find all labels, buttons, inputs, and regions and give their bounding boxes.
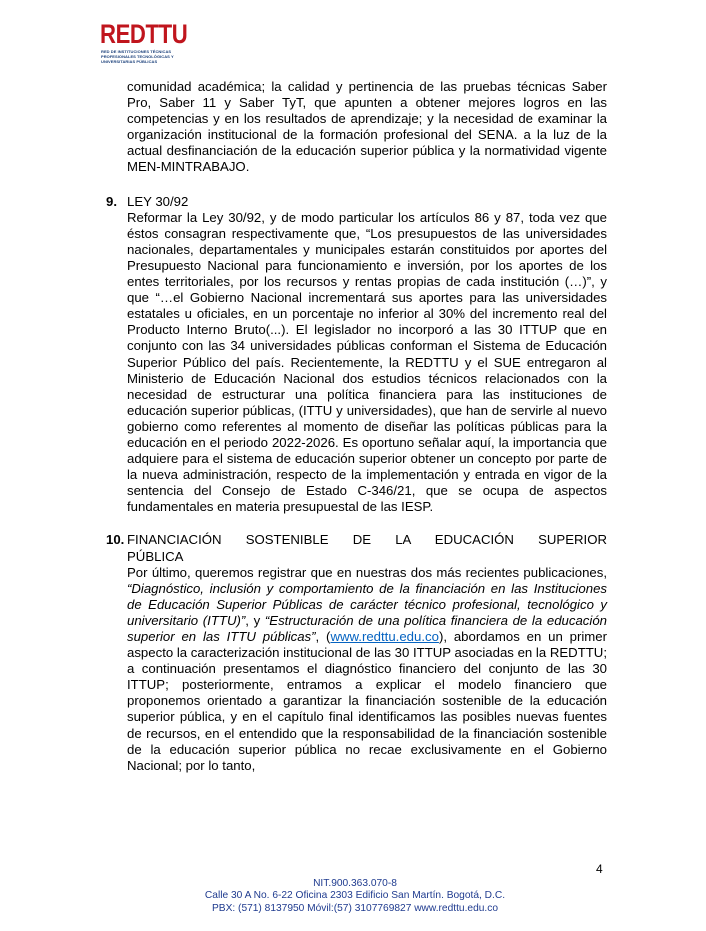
page-footer bbox=[0, 878, 706, 915]
section-10-body bbox=[127, 565, 607, 774]
footer-nit: NIT.900.363.070-8 bbox=[313, 878, 397, 889]
pre-link-text: , ( bbox=[315, 629, 331, 644]
publication-1-title: “Diagnóstico, inclusión y comportamiento de la financiación en las Instituciones de Educación Superior Públicas de carácter técnico profesional, tecnológico y universitario (ITTU)” bbox=[127, 580, 607, 628]
footer-address: Calle 30 A No. 6-22 Oficina 2303 Edificio San Martín. Bogotá, D.C. bbox=[204, 890, 506, 902]
intro-paragraph: comunidad académica; la calidad y pertinencia de las pruebas técnicas Saber Pro, Saber 11 y Saber TyT, que apunten a obtener mejores logros en las competencias y en los resultados de aprendizaje; y la necesidad de examinar la organización institucional de la formación profesional del SENA. a la luz de la actual desfinanciación de la educación superior pública y la normatividad vigente MEN-MINTRABAJO. bbox=[127, 79, 607, 175]
section-10-body-end: ), abordamos en un primer aspecto la caracterización institucional de las 30 ITTUP asociadas en la REDTTU; a continuación presentamos el diagnóstico financiero del conjunto de las 30 ITTUP; posteriormente, entramos a explicar el modelo financiero que proponemos orientado a garantizar la financiación sostenible de la educación superior pública, y en el capítulo final identificamos las posibles nuevas fuentes de recursos, en el entendido que la responsabilidad de la financiación sostenible de la educación superior pública no recae exclusivamente en el Gobierno Nacional; por lo tanto, bbox=[127, 629, 607, 773]
publication-2-title: “Estructuración de una política financiera de la educación superior en las ITTU públicas” bbox=[127, 612, 607, 644]
footer-contact: PBX: (571) 8137950 Móvil:(57) 3107769827 www.redttu.edu.co bbox=[212, 902, 498, 914]
redttu-logo bbox=[100, 20, 190, 64]
publication-separator: , y bbox=[245, 612, 265, 628]
document-body bbox=[106, 79, 607, 774]
logo-wordmark: REDTTU bbox=[100, 19, 188, 49]
section-10-title-line2: PÚBLICA bbox=[127, 548, 184, 564]
section-9 bbox=[106, 193, 607, 516]
page-number: 4 bbox=[596, 862, 603, 876]
section-9-number: 9. bbox=[106, 193, 117, 209]
section-10-number: 10. bbox=[106, 532, 125, 548]
logo-tagline: RED DE INSTITUCIONES TÉCNICAS PROFESIONALES TECNOLÓGICAS Y UNIVERSITARIAS PÚBLICAS bbox=[101, 49, 174, 64]
section-10-title-line1: FINANCIACIÓN SOSTENIBLE DE LA EDUCACIÓN SUPERIOR bbox=[127, 532, 607, 548]
section-9-body: Reformar la Ley 30/92, y de modo particular los artículos 86 y 87, toda vez que éstos consagran respectivamente que, “Los presupuestos de las universidades nacionales, departamentales y municipales estarán constituidos por aportes del Presupuesto Nacional para funcionamiento e inversión, por los aportes de los entes territoriales, por los recursos y rentas propias de cada institución (…)”, y que “…el Gobierno Nacional incrementará sus aportes para las universidades estatales u oficiales, en un porcentaje no inferior al 30% del incremento real del Producto Interno Bruto(...). El legislador no incorporó a las 30 ITTUP que en conjunto con las 34 universidades públicas conforman el Sistema de Educación Superior Público del país. Recientemente, la REDTTU y el SUE entregaron al Ministerio de Educación Nacional dos estudios técnicos relacionados con la necesidad de estructurar una política financiera para las instituciones de educación superior públicas, (ITTU y universidades), que han de servirle al nuevo gobierno como referentes al momento de diseñar las políticas públicas para la educación en el periodo 2022-2026. Es oportuno señalar aquí, la importancia que adquiere para el sistema de educación superior obtener un concepto por parte de la nueva administración, respecto de la implementación y entrada en vigor de la sentencia del Consejo de Estado C-346/21, que se ocupa de aspectos fundamentales en materia presupuestal de las IESP. bbox=[127, 209, 607, 515]
section-9-title: LEY 30/92 bbox=[127, 193, 189, 209]
section-10-body-start: Por último, queremos registrar que en nuestras dos más recientes publicaciones, bbox=[127, 564, 607, 580]
section-10 bbox=[106, 532, 607, 773]
website-link[interactable]: www.redttu.edu.co bbox=[330, 629, 439, 644]
